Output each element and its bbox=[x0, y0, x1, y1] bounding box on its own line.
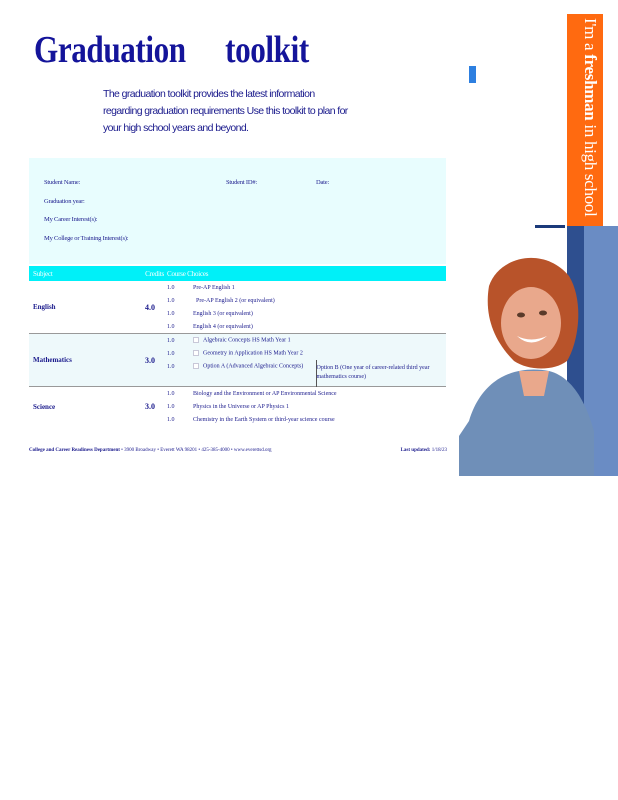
course-name: English 4 (or equivalent) bbox=[193, 323, 253, 330]
checkbox-icon bbox=[193, 363, 199, 369]
student-photo bbox=[459, 221, 618, 476]
table-row bbox=[29, 281, 446, 294]
updated-label: Last updated: bbox=[400, 448, 431, 453]
header-subject: Subject bbox=[29, 266, 129, 281]
footer-updated bbox=[401, 448, 447, 453]
photo-eye-left bbox=[517, 313, 525, 318]
credits-science: 3.0 bbox=[129, 387, 167, 427]
blue-marker bbox=[469, 66, 476, 83]
footer-address: • 3900 Broadway • Everett WA 98201 • 425-385-4000 • www.everettsd.org bbox=[121, 448, 272, 453]
row-credit: 1.0 bbox=[167, 334, 193, 348]
spacer-cell bbox=[167, 373, 193, 387]
checkbox-icon bbox=[193, 337, 199, 343]
table-header-row bbox=[29, 266, 446, 281]
row-credit: 1.0 bbox=[167, 387, 193, 401]
graduation-year-label: Graduation year: bbox=[44, 198, 85, 205]
row-credit: 1.0 bbox=[167, 416, 175, 423]
page-title bbox=[34, 28, 309, 72]
footer-department: College and Career Readiness Department bbox=[29, 448, 120, 453]
table-row bbox=[29, 387, 446, 401]
photo-neck bbox=[519, 371, 549, 396]
banner-suffix: in high school bbox=[581, 124, 600, 217]
row-credit: 1.0 bbox=[167, 284, 175, 291]
student-info-panel bbox=[29, 158, 446, 264]
course-name: Pre-AP English 1 bbox=[193, 284, 235, 291]
banner-highlight: freshman bbox=[581, 54, 600, 121]
photo-top-bar bbox=[535, 225, 565, 228]
table-row bbox=[29, 334, 446, 348]
footer bbox=[29, 448, 447, 453]
course-name: Physics in the Universe or AP Physics 1 bbox=[193, 403, 289, 410]
row-credit: 1.0 bbox=[167, 403, 175, 410]
row-credit: 1.0 bbox=[167, 297, 175, 304]
credits-mathematics: 3.0 bbox=[129, 334, 167, 387]
subject-mathematics: Mathematics bbox=[29, 334, 129, 387]
credits-english: 4.0 bbox=[145, 302, 155, 312]
course-name: Biology and the Environment or AP Environmental Science bbox=[193, 387, 446, 401]
header-course-choices: Course Choices bbox=[167, 266, 446, 281]
row-credit: 1.0 bbox=[167, 360, 193, 373]
subject-english: English bbox=[33, 303, 56, 311]
student-name-label: Student Name: bbox=[44, 179, 81, 186]
course-name: Algebraic Concepts HS Math Year 1 bbox=[203, 337, 291, 344]
course-name: Option A (Advanced Algebraic Concepts) bbox=[203, 363, 304, 370]
course-name: Chemistry in the Earth System or third-year science course bbox=[193, 416, 335, 423]
intro-paragraph: The graduation toolkit provides the latest information regarding graduation requirements Use this toolkit to plan for your high school years and beyond. bbox=[103, 88, 348, 134]
checkbox-icon bbox=[193, 350, 199, 356]
subject-science: Science bbox=[29, 387, 129, 427]
row-credit: 1.0 bbox=[167, 323, 175, 330]
option-b-text: Option B (One year of career-related third year mathematics course) bbox=[316, 360, 446, 387]
college-interests-label: My College or Training Interest(s): bbox=[44, 235, 129, 242]
photo-face bbox=[501, 287, 561, 359]
student-id-label: Student ID#: bbox=[226, 179, 258, 186]
date-label: Date: bbox=[316, 179, 330, 186]
course-name: English 3 (or equivalent) bbox=[193, 310, 253, 317]
mathematics-group bbox=[29, 334, 446, 387]
english-group bbox=[29, 281, 446, 334]
science-group bbox=[29, 387, 446, 427]
course-name: Geometry in Application HS Math Year 2 bbox=[203, 350, 303, 357]
spacer-cell bbox=[193, 373, 316, 387]
banner-text bbox=[574, 18, 600, 228]
header-credits: Credits bbox=[129, 266, 167, 281]
course-name: Pre-AP English 2 (or equivalent) bbox=[196, 297, 275, 304]
title-word-toolkit: toolkit bbox=[225, 29, 309, 71]
requirements-table bbox=[29, 266, 446, 426]
updated-value: 1/18/23 bbox=[431, 448, 447, 453]
photo-eye-right bbox=[539, 311, 547, 316]
career-interests-label: My Career Interest(s): bbox=[44, 216, 98, 223]
title-word-graduation: Graduation bbox=[34, 29, 186, 71]
row-credit: 1.0 bbox=[167, 310, 175, 317]
banner-prefix: I'm a bbox=[581, 18, 600, 51]
row-credit: 1.0 bbox=[167, 347, 193, 360]
